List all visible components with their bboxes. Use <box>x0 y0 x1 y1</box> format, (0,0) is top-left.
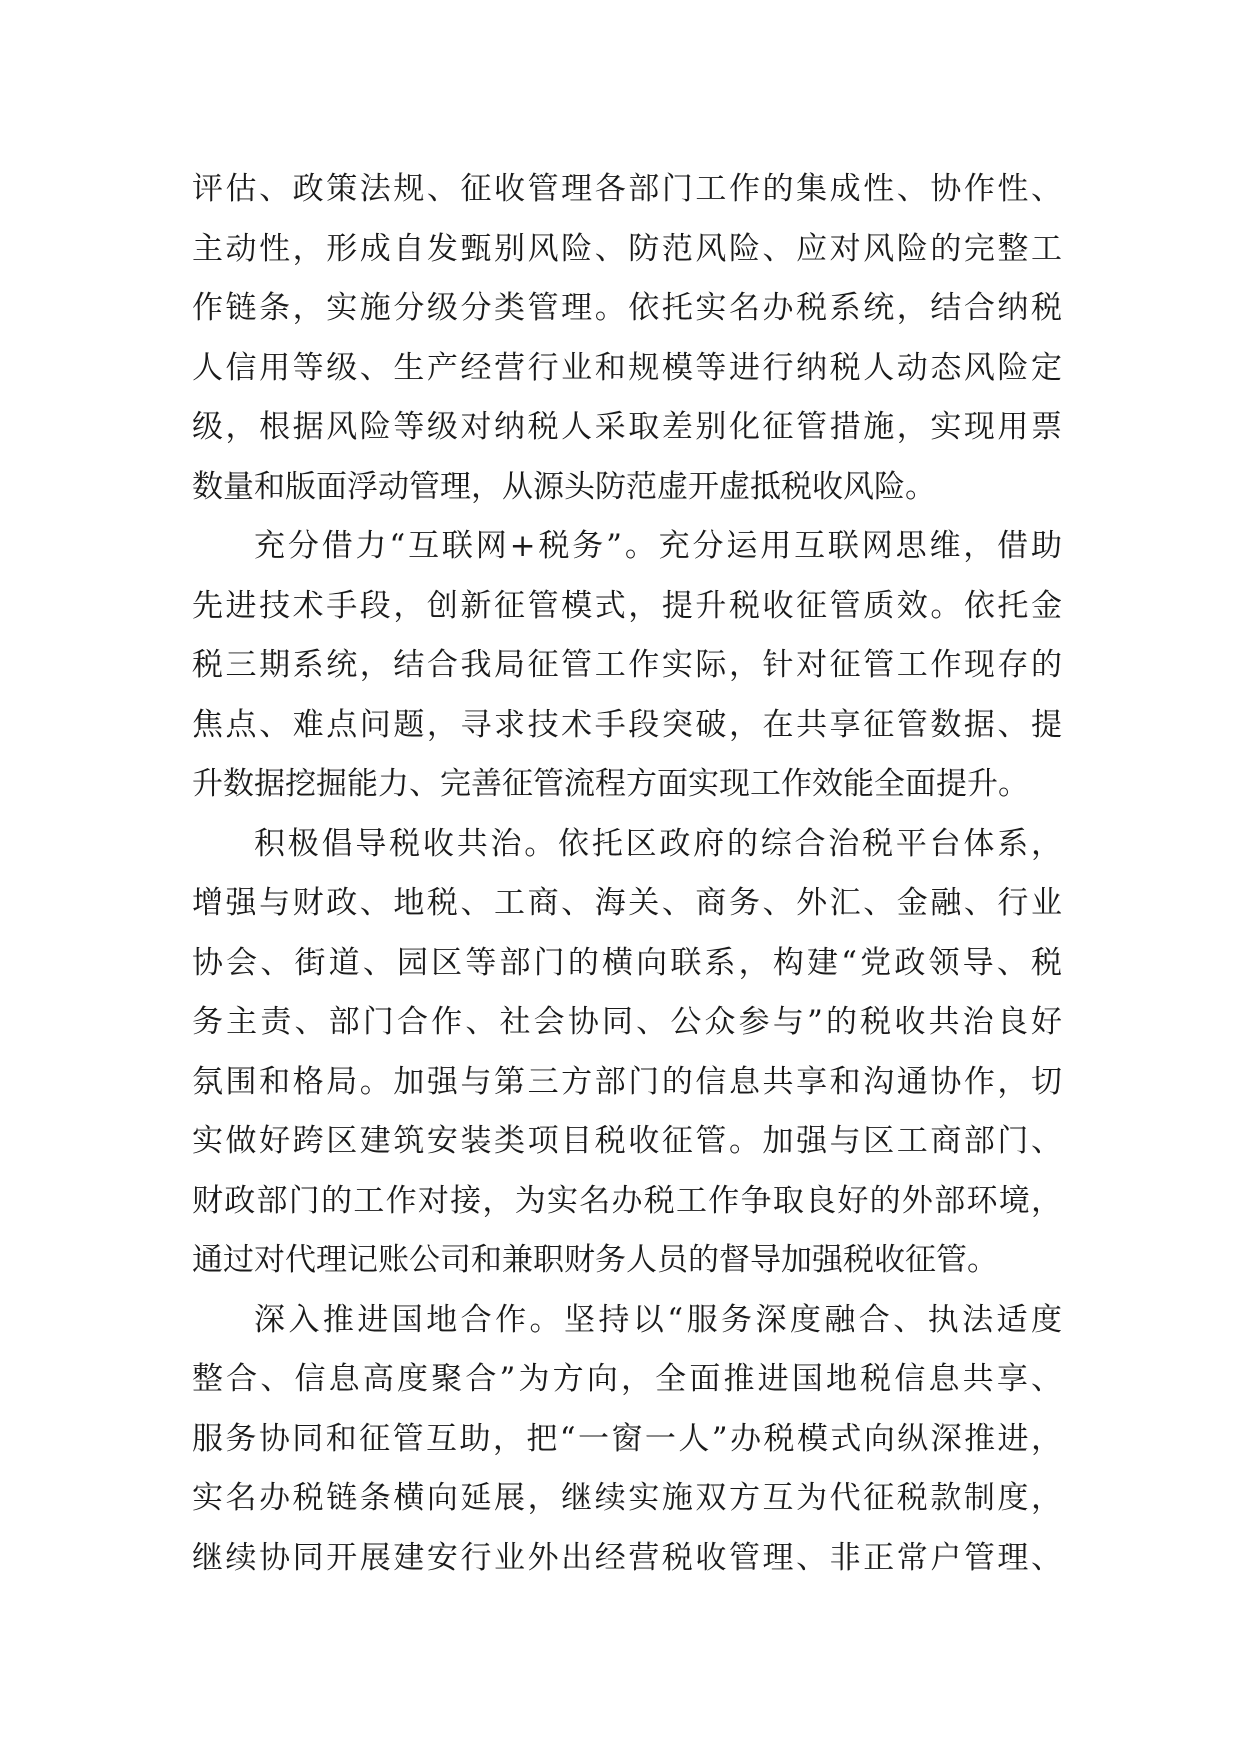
text-line: 作链条，实施分级分类管理。依托实名办税系统，结合纳税 <box>192 290 1062 326</box>
text-line: 主动性，形成自发甄别风险、防范风险、应对风险的完整工 <box>192 230 1062 267</box>
text-line: 继续协同开展建安行业外出经营税收管理、非正常户管理、 <box>192 1539 1062 1576</box>
text-line: 服务协同和征管互助，把“一窗一人”办税模式向纵深推进， <box>192 1420 1062 1457</box>
text-line: 协会、街道、园区等部门的横向联系，构建“党政领导、税 <box>192 944 1062 981</box>
text-line: 焦点、难点问题，寻求技术手段突破，在共享征管数据、提 <box>192 706 1062 743</box>
text-line: 财政部门的工作对接，为实名办税工作争取良好的外部环境， <box>192 1182 1062 1219</box>
text-line: 增强与财政、地税、工商、海关、商务、外汇、金融、行业 <box>192 885 1062 921</box>
text-line: 务主责、部门合作、社会协同、公众参与”的税收共治良好 <box>192 1004 1062 1040</box>
text-line: 氛围和格局。加强与第三方部门的信息共享和沟通协作，切 <box>192 1063 1062 1100</box>
text-line: 实做好跨区建筑安装类项目税收征管。加强与区工商部门、 <box>192 1123 1062 1159</box>
paragraph-first-line: 深入推进国地合作。坚持以“服务深度融合、执法适度 <box>254 1301 1062 1338</box>
text-line: 人信用等级、生产经营行业和规模等进行纳税人动态风险定 <box>192 349 1062 386</box>
text-line: 升数据挖掘能力、完善征管流程方面实现工作效能全面提升。 <box>192 766 1029 802</box>
text-line: 通过对代理记账公司和兼职财务人员的督导加强税收征管。 <box>192 1242 998 1278</box>
text-line: 整合、信息高度聚合”为方向，全面推进国地税信息共享、 <box>192 1361 1062 1397</box>
text-line: 级，根据风险等级对纳税人采取差别化征管措施，实现用票 <box>192 409 1062 445</box>
text-line: 数量和版面浮动管理，从源头防范虚开虚抵税收风险。 <box>192 468 936 505</box>
paragraph-first-line: 积极倡导税收共治。依托区政府的综合治税平台体系， <box>254 825 1062 862</box>
text-line: 先进技术手段，创新征管模式，提升税收征管质效。依托金 <box>192 587 1062 624</box>
text-line: 税三期系统，结合我局征管工作实际，针对征管工作现存的 <box>192 647 1062 683</box>
text-line: 评估、政策法规、征收管理各部门工作的集成性、协作性、 <box>192 171 1062 207</box>
paragraph-first-line: 充分借力“互联网+税务”。充分运用互联网思维，借助 <box>254 528 1062 564</box>
body-text <box>192 160 1062 1588</box>
text-line: 实名办税链条横向延展，继续实施双方互为代征税款制度， <box>192 1480 1062 1516</box>
